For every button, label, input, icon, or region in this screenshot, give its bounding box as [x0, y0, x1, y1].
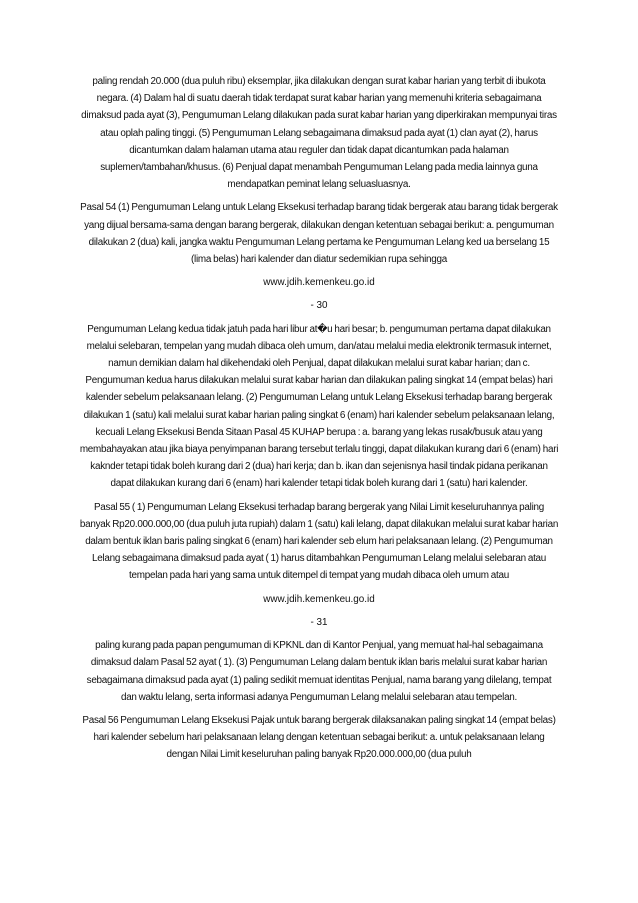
paragraph-pasal-54-continued: Pengumuman Lelang kedua tidak jatuh pada hari libur at�u hari besar; b. pengumuman pertama dapat dilakukan melalui selebaran, tempelan yang mudah dibaca oleh umum, dan/atau melalui media elektronik termasuk internet, namun demikian dalam hal dikehendaki oleh Penjual, dapat dilakukan melalui surat kabar harian; dan c. Pengumuman kedua harus dilakukan melalui surat kabar harian dan dilakukan paling singkat 14 (empat belas) hari kalender sebelum pelaksanaan lelang. (2) Pengumuman Lelang untuk Lelang Eksekusi terhadap barang bergerak dilakukan 1 (satu) kali melalui surat kabar harian paling singkat 6 (enam) hari kalender sebelum pelaksanaan lelang, kecuali Lelang Eksekusi Benda Sitaan Pasal 45 KUHAP berupa : a. barang yang lekas rusak/busuk atau yang membahayakan atau jika biaya penyimpanan barang tersebut terlalu tinggi, dapat dilakukan kurang dari 6 (enam) hari kaknder tetapi tidak boleh kurang dari 2 (dua) hari kerja; dan b. ikan dan sejenisnya hasil tindak pidana perikanan dapat dilakukan kurang dari 6 (enam) hari kalender tetapi tidak boleh kurang dari 1 (satu) hari kalender. — [79, 323, 559, 490]
paragraph-pasal-54: Pasal 54 (1) Pengumuman Lelang untuk Lelang Eksekusi terhadap barang tidak bergerak atau barang tidak bergerak yang dijual bersama-sama dengan barang bergerak, dilakukan dengan ketentuan sebagai berikut: a. pengumuman dilakukan 2 (dua) kali, jangka waktu Pengumuman Lelang pertama ke Pengumuman Lelang ked ua berselang 15 (lima belas) hari kalender dan diatur sedemikian rupa sehingga — [80, 202, 558, 266]
source-url: www.jdih.kemenkeu.go.id — [263, 277, 375, 289]
paragraph-pasal-56: Pasal 56 Pengumuman Lelang Eksekusi Pajak untuk barang bergerak dilaksanakan paling singkat 14 (empat belas) hari kalender sebelum hari pelaksanaan lelang dengan ketentuan sebagai berikut: a. untuk pelaksanaan lelang dengan Nilai Limit keseluruhan paling banyak Rp20.000.000,00 (dua puluh — [82, 714, 556, 761]
page-number: - 30 — [310, 300, 328, 312]
paragraph-pasal-55-continued: paling kurang pada papan pengumuman di KPKNL dan di Kantor Penjual, yang memuat hal-hal sebagaimana dimaksud dalam Pasal 52 ayat ( 1). (3) Pengumuman Lelang dalam bentuk iklan baris melalui surat kabar harian sebagaimana dimaksud pada ayat (1) paling sedikit memuat identitas Penjual, nama barang yang dilelang, tempat dan waktu lelang, serta informasi adanya Pengumuman Lelang melalui selebaran atau tempelan. — [86, 640, 552, 703]
source-url: www.jdih.kemenkeu.go.id — [263, 593, 375, 605]
paragraph-pasal-53-continued: paling rendah 20.000 (dua puluh ribu) eksemplar, jika dilakukan dengan surat kabar harian yang terbit di ibukota negara. (4) Dalam hal di suatu daerah tidak terdapat surat kabar harian yang memenuhi kriteria sebagaimana dimaksud pada ayat (3), Pengumuman Lelang dilakukan pada surat kabar harian yang diperkirakan mempunyai tiras atau oplah paling tinggi. (5) Pengumuman Lelang sebagaimana dimaksud pada ayat (1) clan ayat (2), harus dicantumkan dalam halaman utama atau reguler dan tidak dapat dicantumkan pada halaman suplemen/tambahan/khusus. (6) Penjual dapat menambah Pengumuman Lelang pada media lainnya guna mendapatkan peminat lelang seluasluasnya. — [81, 76, 557, 191]
paragraph-pasal-55: Pasal 55 ( 1) Pengumuman Lelang Eksekusi terhadap barang bergerak yang Nilai Limit keseluruhannya paling banyak Rp20.000.000,00 (dua puluh juta rupiah) dalam 1 (satu) kali lelang, dapat dilakukan melalui surat kabar harian dalam bentuk iklan baris paling singkat 6 (enam) hari kalender seb elum hari pelaksanaan lelang. (2) Pengumuman Lelang sebagaimana dimaksud pada ayat ( 1) harus ditambahkan Pengumuman Lelang melalui selebaran atau tempelan pada hari yang sama untuk ditempel di tempat yang mudah dibaca oleh umum atau — [79, 501, 559, 582]
page-number: - 31 — [310, 616, 328, 628]
